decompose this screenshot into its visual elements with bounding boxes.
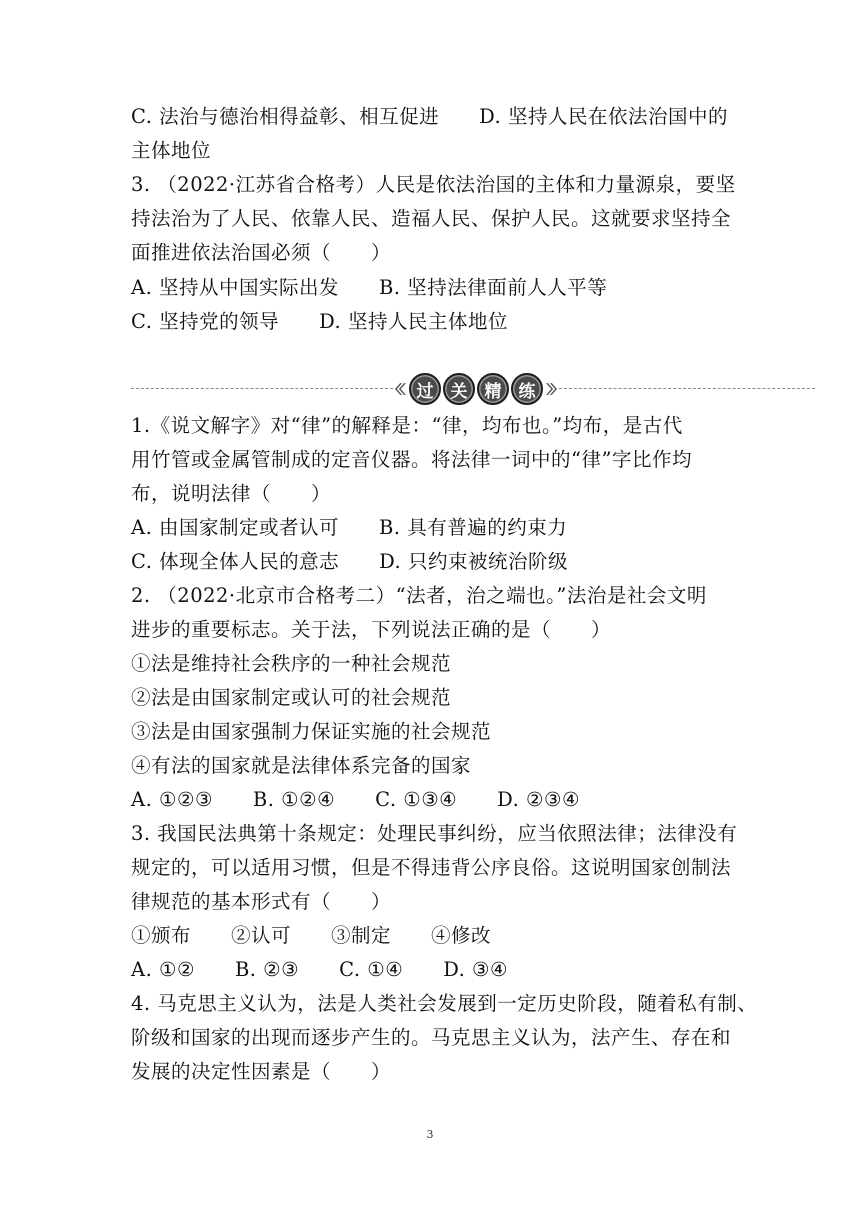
statement-line: ①法是维持社会秩序的一种社会规范 <box>131 652 452 675</box>
statement-line: ②法是由国家制定或认可的社会规范 <box>131 686 452 709</box>
dashed-rule <box>131 388 393 389</box>
text-line: 持法治为了人民、依靠人民、造福人民、保护人民。这就要求坚持全 <box>131 207 732 230</box>
question-1-stem: 1.《说文解字》对“律”的解释是：“律，均布也。”均布，是古代 <box>131 414 683 437</box>
chevron-right-icon <box>546 377 559 401</box>
question-3-stem: 3. 我国民法典第十条规定：处理民事纠纷，应当依照法律；法律没有 <box>131 822 738 845</box>
text-line: 阶级和国家的出现而逐步产生的。马克思主义认为，法产生、存在和 <box>131 1026 732 1049</box>
banner-char: 精 <box>477 373 509 405</box>
text-line: 规定的，可以适用习惯，但是不得违背公序良俗。这说明国家创制法 <box>131 856 732 879</box>
question-4-stem: 4. 马克思主义认为，法是人类社会发展到一定历史阶段，随着私有制、 <box>131 992 758 1015</box>
statement-line: ④有法的国家就是法律体系完备的国家 <box>131 754 472 777</box>
page-number: 3 <box>426 1128 434 1141</box>
chevron-left-icon <box>393 377 406 401</box>
text-line: 布，说明法律（ ） <box>131 482 332 505</box>
question-2-stem: 2. （2022·北京市合格考二）“法者，治之端也。”法治是社会文明 <box>131 584 707 607</box>
text-line: 律规范的基本形式有（ ） <box>131 890 392 913</box>
section-banner <box>393 372 559 406</box>
section-divider <box>131 372 815 406</box>
dashed-rule <box>559 388 815 389</box>
banner-char: 过 <box>409 373 441 405</box>
banner-char: 关 <box>443 373 475 405</box>
text-line: 主体地位 <box>131 139 212 162</box>
text-line: 用竹管或金属管制成的定音仪器。将法律一词中的“律”字比作均 <box>131 448 692 471</box>
options-line: A. 由国家制定或者认可 B. 具有普遍的约束力 <box>131 516 568 539</box>
text-line: 面推进依法治国必须（ ） <box>131 241 392 264</box>
options-line: A. ①② B. ②③ C. ①④ D. ③④ <box>131 958 509 981</box>
text-line: C. 法治与德治相得益彰、相互促进 D. 坚持人民在依法治国中的 <box>131 105 728 128</box>
options-line: C. 体现全体人民的意志 D. 只约束被统治阶级 <box>131 550 568 573</box>
statement-line: ③法是由国家强制力保证实施的社会规范 <box>131 720 492 743</box>
options-line: A. 坚持从中国实际出发 B. 坚持法律面前人人平等 <box>131 276 608 299</box>
text-line: 发展的决定性因素是（ ） <box>131 1060 392 1083</box>
statement-line: ①颁布 ②认可 ③制定 ④修改 <box>131 924 492 947</box>
options-line: A. ①②③ B. ①②④ C. ①③④ D. ②③④ <box>131 788 580 811</box>
options-line: C. 坚持党的领导 D. 坚持人民主体地位 <box>131 310 508 333</box>
banner-char: 练 <box>511 373 543 405</box>
question-3-stem: 3. （2022·江苏省合格考）人民是依法治国的主体和力量源泉，要坚 <box>131 173 736 196</box>
text-line: 进步的重要标志。关于法，下列说法正确的是（ ） <box>131 618 612 641</box>
